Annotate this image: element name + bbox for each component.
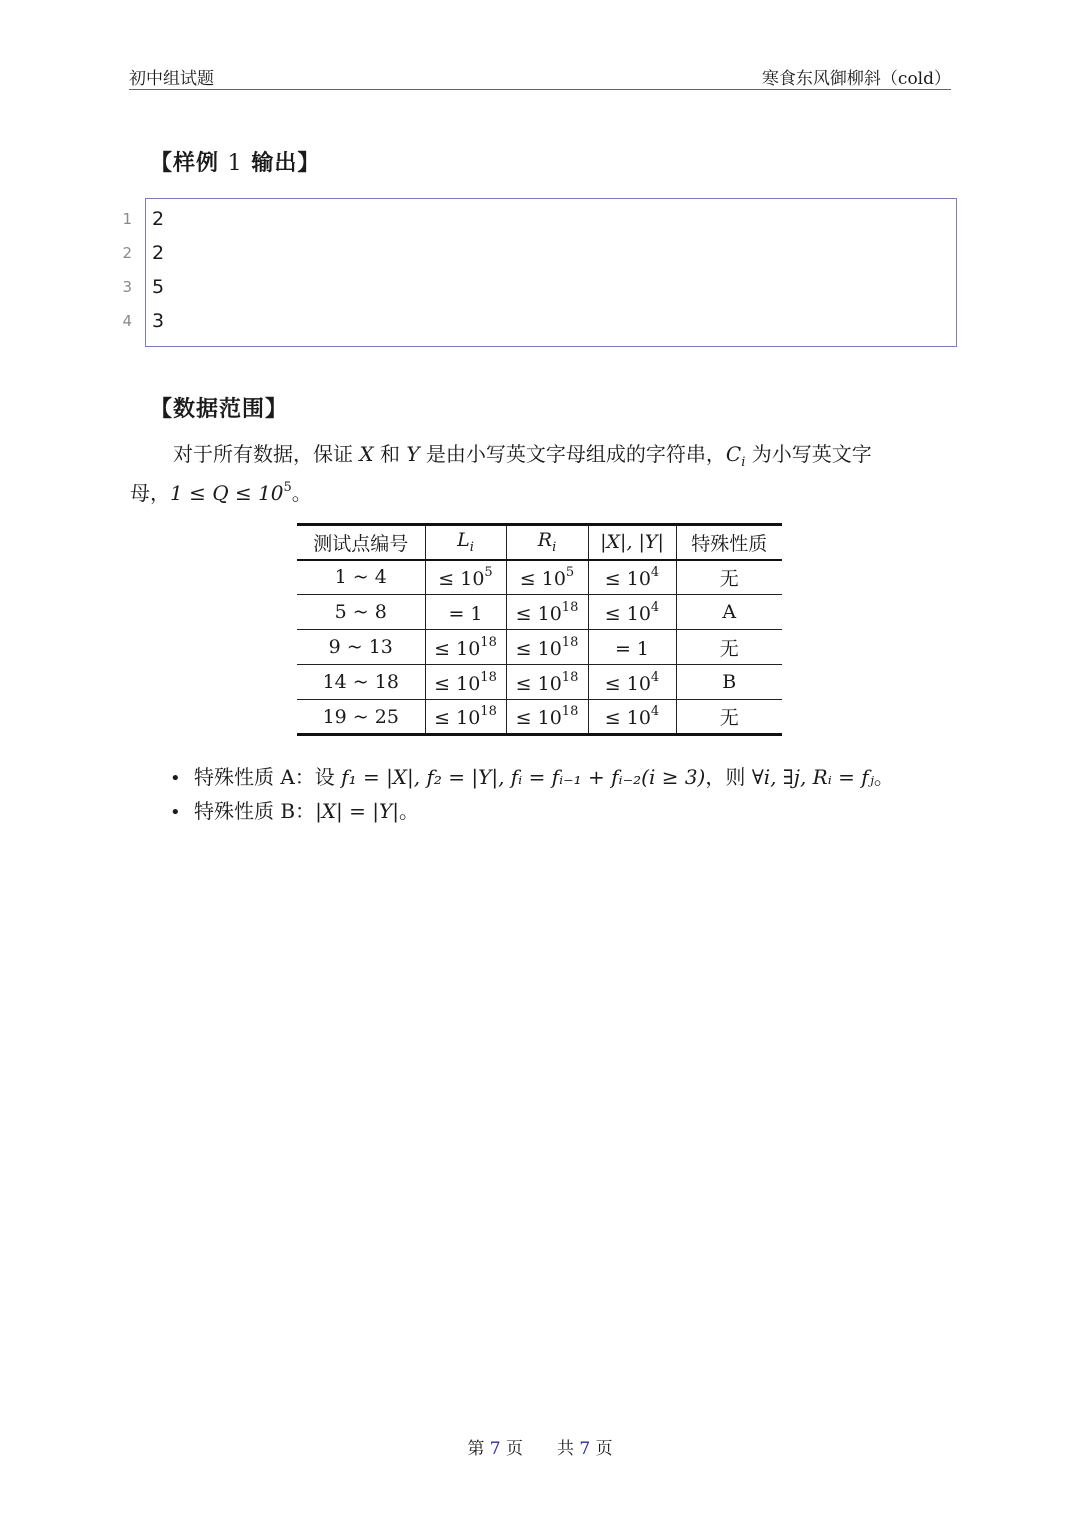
table-row [297, 560, 782, 595]
range-text: 是由小写英文字母组成的字符串， [419, 442, 726, 466]
cell-xy [588, 630, 676, 665]
cell-r-exp: 18 [561, 704, 579, 719]
range-text: 母， [130, 481, 170, 505]
sample-output-title-num: 1 [227, 151, 243, 176]
cell-xy-exp: 4 [650, 564, 660, 580]
table-header-cell [588, 525, 676, 560]
code-line [122, 305, 956, 339]
header-l: L [457, 529, 470, 552]
note-b-label: 特殊性质 B： [194, 799, 316, 823]
note-a-formula: f₁ = |X|, f₂ = |Y|, fᵢ = fᵢ₋₁ + fᵢ₋₂(i ≥ 3) [341, 765, 706, 789]
cell-xy [588, 700, 676, 735]
cell-property: B [676, 665, 782, 700]
code-line [122, 203, 956, 237]
cell-l-exp: 5 [484, 564, 493, 580]
math-q-constraint: 1 ≤ Q ≤ 10 [170, 481, 284, 505]
cell-xy-base: = 1 [614, 637, 650, 660]
bullet-icon: • [170, 802, 181, 823]
data-range-paragraph-line2 [130, 470, 830, 511]
cell-l-exp: 18 [480, 704, 497, 719]
table-header-row [297, 525, 782, 560]
table-row [297, 595, 782, 630]
math-c: C [725, 442, 742, 466]
cell-id: 5 ~ 8 [297, 595, 425, 630]
line-value: 3 [152, 310, 165, 332]
note-a-formula2: ∀i, ∃j, Rᵢ = fⱼ [751, 765, 874, 789]
footer-text: 页 [590, 1439, 613, 1459]
note-property-b [170, 796, 419, 828]
range-text: 。 [291, 481, 312, 505]
footer-total-pages: 7 [579, 1439, 591, 1459]
header-r-sub: i [552, 540, 557, 556]
math-c-sub: i [741, 455, 746, 470]
cell-r-base: ≤ 10 [515, 602, 562, 625]
range-text: 为小写英文字 [745, 442, 872, 466]
cell-l [425, 665, 506, 700]
cell-xy [588, 665, 676, 700]
cell-property: 无 [676, 630, 782, 665]
cell-l-exp: 18 [480, 669, 497, 685]
line-number: 4 [122, 312, 132, 330]
cell-id: 9 ~ 13 [297, 630, 425, 665]
cell-xy-base: ≤ 10 [604, 602, 651, 625]
cell-l-base: ≤ 10 [438, 567, 485, 590]
range-text: 对于所有数据，保证 [173, 442, 360, 466]
cell-l [425, 560, 506, 595]
cell-l [425, 700, 506, 735]
cell-r-base: ≤ 10 [515, 707, 562, 729]
footer-text: 第 [467, 1439, 490, 1459]
cell-l-base: = 1 [448, 602, 483, 625]
cell-r-exp: 18 [561, 599, 579, 615]
cell-r [506, 595, 588, 630]
code-line [122, 271, 956, 305]
cell-r-base: ≤ 10 [515, 637, 562, 660]
line-value: 2 [152, 208, 165, 230]
page-footer [0, 1434, 1080, 1459]
table-row [297, 630, 782, 665]
cell-l-base: ≤ 10 [434, 672, 481, 695]
cell-r-base: ≤ 10 [519, 567, 566, 590]
data-range-title: 【数据范围】 [150, 397, 289, 422]
data-range-table [297, 523, 782, 736]
table-header-cell: 测试点编号 [297, 525, 425, 560]
line-value: 5 [152, 276, 165, 298]
cell-xy-exp: 4 [650, 599, 660, 615]
cell-xy [588, 595, 676, 630]
cell-r [506, 560, 588, 595]
cell-xy-exp: 4 [650, 669, 660, 685]
table-header-cell: 特殊性质 [676, 525, 782, 560]
cell-xy-base: ≤ 10 [604, 707, 651, 729]
note-property-a [170, 762, 894, 794]
cell-xy-exp: 4 [650, 704, 660, 719]
cell-xy-base: ≤ 10 [604, 672, 651, 695]
cell-xy [588, 560, 676, 595]
cell-id: 14 ~ 18 [297, 665, 425, 700]
cell-id: 1 ~ 4 [297, 560, 425, 595]
cell-r [506, 700, 588, 735]
cell-l [425, 630, 506, 665]
cell-r-exp: 5 [565, 564, 575, 580]
cell-l-base: ≤ 10 [434, 707, 481, 729]
cell-r-exp: 18 [561, 634, 579, 650]
cell-r [506, 665, 588, 700]
footer-text: 共 [557, 1439, 580, 1459]
line-value: 2 [152, 242, 165, 264]
math-y: Y [406, 442, 420, 466]
code-line [122, 237, 956, 271]
range-text: 和 [373, 442, 407, 466]
footer-text: 页 [500, 1439, 523, 1459]
sample-output-code-box [122, 198, 957, 347]
table-header-cell [506, 525, 588, 560]
sample-output-title-prefix: 【样例 [150, 151, 228, 176]
cell-l-base: ≤ 10 [434, 637, 481, 660]
line-number: 3 [122, 278, 132, 296]
line-number: 1 [122, 210, 132, 228]
cell-property: 无 [676, 560, 782, 595]
bullet-icon: • [170, 768, 181, 789]
cell-property: 无 [676, 700, 782, 735]
header-right-title: 寒食东风御柳斜（cold） [761, 69, 951, 89]
page-header [129, 62, 951, 90]
math-q-exponent: 5 [283, 480, 292, 495]
header-l-sub: i [469, 540, 474, 556]
footer-page-number: 7 [489, 1439, 501, 1459]
table-row [297, 665, 782, 700]
cell-r-exp: 18 [561, 669, 579, 685]
note-b-end: 。 [398, 799, 419, 823]
note-a-mid: ，则 [705, 765, 752, 789]
table-header-cell [425, 525, 506, 560]
cell-id: 19 ~ 25 [297, 700, 425, 735]
note-a-end: 。 [873, 765, 894, 789]
cell-r [506, 630, 588, 665]
sample-output-title [150, 146, 320, 177]
header-xy: |X|, |Y| [600, 531, 664, 554]
cell-l-exp: 18 [480, 634, 497, 650]
header-left-title: 初中组试题 [129, 69, 214, 89]
table-row [297, 700, 782, 735]
note-b-formula: |X| = |Y| [315, 799, 399, 823]
cell-l [425, 595, 506, 630]
note-a-label: 特殊性质 A：设 [194, 765, 342, 789]
line-number: 2 [122, 244, 132, 262]
sample-output-title-suffix: 输出】 [242, 151, 321, 176]
cell-property: A [676, 595, 782, 630]
cell-r-base: ≤ 10 [515, 672, 562, 695]
cell-xy-base: ≤ 10 [604, 567, 651, 590]
math-x: X [359, 442, 374, 466]
header-r: R [537, 529, 553, 552]
